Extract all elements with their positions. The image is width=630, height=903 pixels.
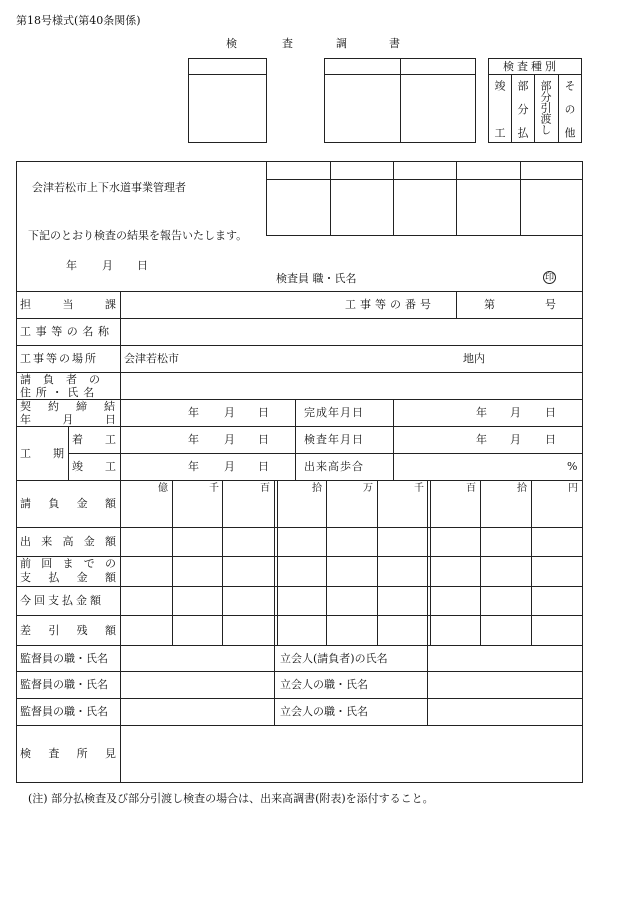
seal-mark: 印 (544, 273, 554, 283)
work-number-label: 工事等の番号 (345, 298, 435, 311)
approval-stamp-box-1 (188, 58, 267, 143)
department-label: 担 当 課 (20, 298, 116, 311)
type-partial-delivery: 部分引渡し (539, 80, 552, 135)
inspector-label: 検査員 職・氏名 (276, 272, 357, 285)
location-suffix: 地内 (463, 352, 485, 365)
location-city: 会津若松市 (124, 352, 179, 365)
date-year-unit: 年 (66, 259, 77, 272)
work-number-prefix: 第 (484, 298, 495, 311)
supervisor-label-3: 監督員の職・氏名 (20, 705, 108, 718)
footnote: (注) 部分払検査及び部分引渡し検査の場合は、出来高調書(附表)を添付すること。 (28, 792, 434, 805)
witness-label-1: 立会人の職・氏名 (280, 678, 368, 691)
start-label: 着 工 (72, 433, 116, 446)
percent-sign: % (567, 460, 578, 473)
current-payment-label: 今回支払金額 (20, 594, 104, 607)
report-statement: 下記のとおり検査の結果を報告いたします。 (28, 229, 248, 242)
contract-amount-label: 請 負 金 額 (20, 497, 116, 510)
contractor-label-line1: 請負者の (20, 373, 112, 386)
type-other: その他 (563, 80, 576, 138)
inspection-report-page: 第18号様式(第40条関係) 検 査 調 書 検査種別 竣工 部分払 部分引渡し その他 会津若松市上下水道事業管理者 下記のとおり検査の結果を報告いたします。 年 月 日 検査員 職・氏名 印 担 当 課 工事等の番号 第 号 工事等の名称 工事等の場所 会津若松市 地内 請負者の 住所・氏名 契約締結 年 月 日 年 月 日 完成年月日 年 月 日 工 期 着 工 竣 工 年 月 日 検査年月日 年 月 日 年 月 日 出来高歩合 % 億 千 百 拾 万 千 百 拾 円 請 負 金 額 出 来 高 金 額 前 回 ま で の 支 払 金 額 今回支払金額 差 引 残 額 監督員の職・氏名 立会人(請負者)の氏名 監督員の職・氏名 立会人の職・氏名 監督員の職・氏名 立会人の職・氏名 検 査 所 見 (注) 部分払検査及び部分引渡し検査の場合は、出来高調書(附表)を添付すること。 (0, 0, 630, 903)
witness-label-2: 立会人の職・氏名 (280, 705, 368, 718)
completion-date-label: 完成年月日 (304, 406, 364, 419)
supervisor-label-2: 監督員の職・氏名 (20, 678, 108, 691)
output-amount-label: 出 来 高 金 額 (20, 535, 116, 548)
contract-date-label-line2: 年 月 日 (20, 413, 116, 426)
work-name-label: 工事等の名称 (20, 325, 114, 338)
form-number: 第18号様式(第40条関係) (16, 14, 141, 27)
date-day-unit: 日 (137, 259, 148, 272)
contractor-label-line2: 住所・氏名 (20, 386, 99, 399)
supervisor-label-1: 監督員の職・氏名 (20, 652, 108, 665)
previous-payment-label-line1: 前 回 ま で の (20, 557, 116, 570)
work-location-label: 工事等の場所 (20, 352, 98, 365)
type-partial-payment: 部分払 (516, 80, 529, 138)
inspection-date-label: 検査年月日 (304, 433, 364, 446)
balance-label: 差 引 残 額 (20, 624, 116, 637)
witness-contractor-label: 立会人(請負者)の氏名 (280, 652, 388, 665)
type-completion: 竣工 (493, 80, 506, 138)
period-label: 工 期 (20, 447, 64, 460)
finish-label: 竣 工 (72, 460, 116, 473)
contract-date-label-line1: 契約締結 (20, 400, 132, 413)
work-number-suffix: 号 (545, 298, 556, 311)
previous-payment-label-line2: 支 払 金 額 (20, 571, 116, 584)
date-month-unit: 月 (102, 259, 113, 272)
opinion-label: 検 査 所 見 (20, 747, 116, 760)
inspection-type-header: 検査種別 (503, 60, 559, 73)
addressee: 会津若松市上下水道事業管理者 (32, 181, 186, 194)
progress-rate-label: 出来高歩合 (304, 460, 364, 473)
